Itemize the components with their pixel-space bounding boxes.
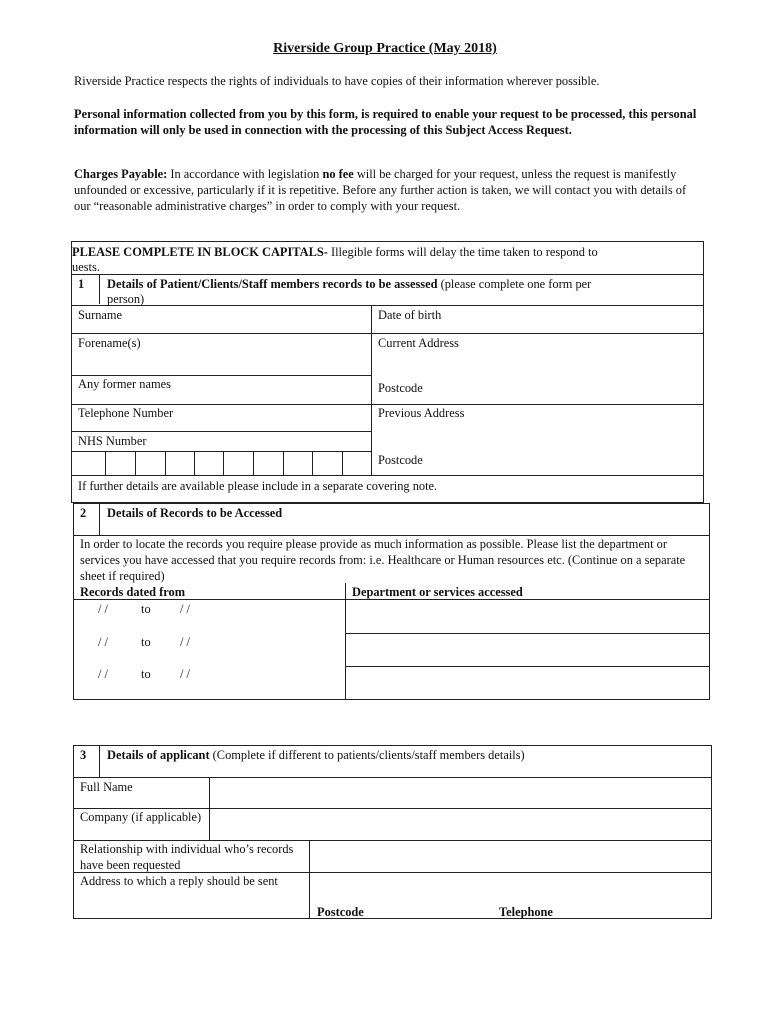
nhs-digit-box[interactable] <box>136 452 165 475</box>
block-capitals-notice-wrap: uests. <box>72 260 100 274</box>
nhs-digit-box[interactable] <box>343 452 370 475</box>
divider <box>71 274 704 275</box>
section-3-number: 3 <box>80 748 87 762</box>
forenames-field[interactable] <box>72 351 370 375</box>
further-details-note: If further details are available please include in a separate covering note. <box>78 479 438 493</box>
telephone-label: Telephone <box>499 905 553 919</box>
page-title: Riverside Group Practice (May 2018) <box>273 41 497 56</box>
section-1-heading-wrap: person) <box>107 292 145 306</box>
forenames-label: Forename(s) <box>78 336 141 350</box>
section-2-heading: Details of Records to be Accessed <box>107 506 283 520</box>
relationship-field[interactable] <box>310 841 711 872</box>
current-address-label: Current Address <box>378 336 459 350</box>
surname-field[interactable] <box>72 322 370 332</box>
date-from[interactable]: / / <box>98 635 108 649</box>
records-dated-header: Records dated from <box>80 585 186 599</box>
reply-address-label: Address to which a reply should be sent <box>80 874 278 888</box>
telephone-field[interactable] <box>72 421 370 431</box>
nhs-digit-box[interactable] <box>72 452 105 475</box>
date-of-birth-field[interactable] <box>372 322 703 332</box>
divider <box>99 745 100 777</box>
divider <box>99 503 100 535</box>
relationship-label: Relationship with individual who’s records have been requested <box>80 842 294 872</box>
to-label: to <box>141 602 151 616</box>
charges-label: Charges Payable: <box>74 167 168 181</box>
divider <box>71 431 371 432</box>
nhs-digit-box[interactable] <box>254 452 283 475</box>
date-until[interactable]: / / <box>180 635 190 649</box>
full-name-field[interactable] <box>210 778 711 808</box>
postcode-label: Postcode <box>317 905 364 919</box>
divider <box>71 333 704 334</box>
section-1-heading: Details of Patient/Clients/Staff members records to be assessed (please complete one form per <box>107 277 592 291</box>
charges-text-2: will be charged for your request, unless the request is manifestly unfounded or excessive, particularly if it is repetitive. Before any further action is taken, we will contact you with details of our “reasonable administrative charges” in order to comply with your request. <box>74 167 687 213</box>
previous-postcode-label: Postcode <box>378 453 423 467</box>
nhs-digit-box[interactable] <box>166 452 194 475</box>
date-from[interactable]: / / <box>98 667 108 681</box>
full-name-label: Full Name <box>80 780 133 794</box>
divider <box>99 274 100 304</box>
divider <box>71 305 704 306</box>
previous-address-field[interactable] <box>372 421 703 449</box>
section-2-instructions: In order to locate the records you require please provide as much information as possible. Please list the department or services you have accessed that you require records from: i.e. Healthcare or Human resources etc. (Continue on a separate sheet if required) <box>80 537 686 583</box>
telephone-label: Telephone Number <box>78 406 174 420</box>
nhs-digit-box[interactable] <box>224 452 253 475</box>
charges-text-1: In accordance with legislation <box>167 167 323 181</box>
date-of-birth-label: Date of birth <box>378 308 442 322</box>
date-until[interactable]: / / <box>180 667 190 681</box>
current-address-field[interactable] <box>372 351 703 379</box>
company-label: Company (if applicable) <box>80 810 202 824</box>
date-until[interactable]: / / <box>180 602 190 616</box>
nhs-digit-box[interactable] <box>313 452 342 475</box>
department-field[interactable] <box>346 634 709 665</box>
charges-paragraph <box>74 166 704 214</box>
date-from[interactable]: / / <box>98 602 108 616</box>
former-names-field[interactable] <box>72 392 370 404</box>
to-label: to <box>141 635 151 649</box>
divider <box>71 475 704 476</box>
department-field[interactable] <box>346 600 709 632</box>
company-field[interactable] <box>210 809 711 840</box>
block-capitals-notice: PLEASE COMPLETE IN BLOCK CAPITALS- Illegible forms will delay the time taken to respond to <box>72 245 598 259</box>
former-names-label: Any former names <box>78 377 171 391</box>
nhs-number-label: NHS Number <box>78 434 147 448</box>
section-3-heading: Details of applicant (Complete if different to patients/clients/staff members details) <box>107 748 525 762</box>
nhs-digit-box[interactable] <box>195 452 223 475</box>
section-2-number: 2 <box>80 506 87 520</box>
to-label: to <box>141 667 151 681</box>
department-header: Department or services accessed <box>352 585 523 599</box>
no-fee-text: no fee <box>322 167 354 181</box>
personal-info-paragraph: Personal information collected from you by this form, is required to enable your request to be processed, this personal information will only be used in connection with the processing of this Subject Access Request. <box>74 107 697 137</box>
previous-address-label: Previous Address <box>378 406 465 420</box>
rights-paragraph: Riverside Practice respects the rights of individuals to have copies of their information wherever possible. <box>74 74 600 88</box>
reply-address-field[interactable] <box>310 873 711 901</box>
nhs-digit-box[interactable] <box>106 452 135 475</box>
section-1-number: 1 <box>78 277 85 291</box>
current-postcode-label: Postcode <box>378 381 423 395</box>
department-field[interactable] <box>346 667 709 699</box>
nhs-digit-box[interactable] <box>284 452 312 475</box>
surname-label: Surname <box>78 308 123 322</box>
